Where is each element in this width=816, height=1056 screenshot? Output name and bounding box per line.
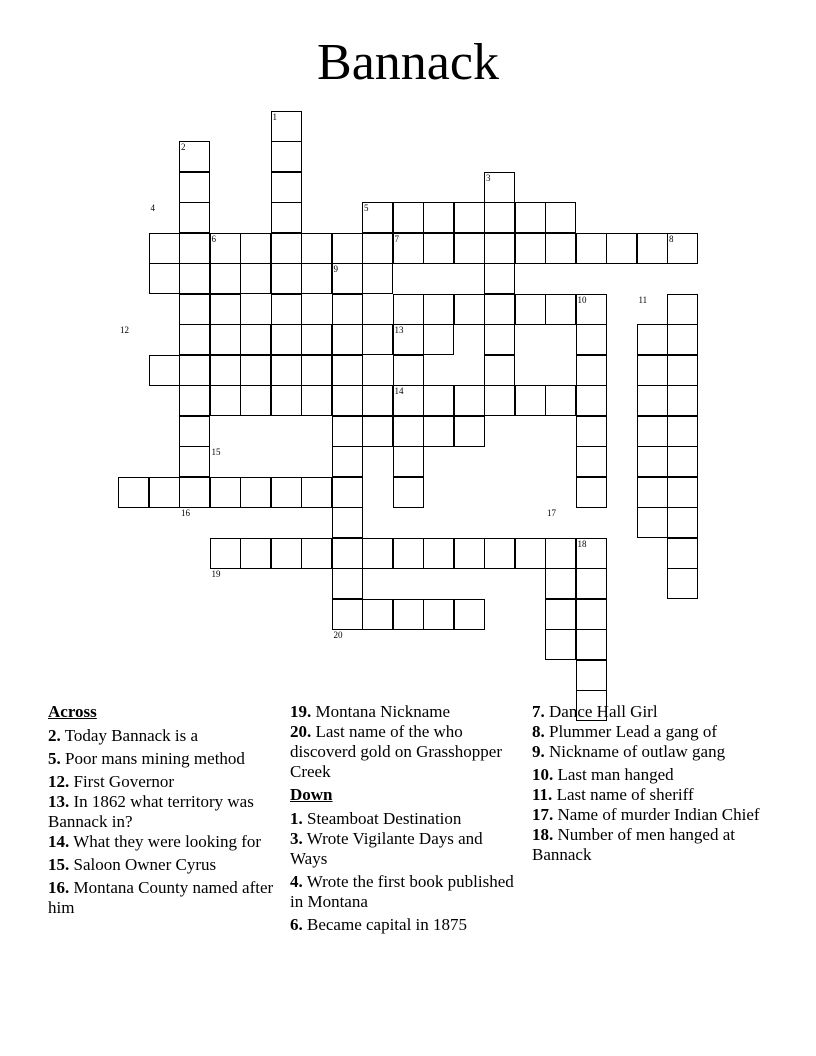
grid-cell[interactable] — [179, 324, 210, 355]
clue-down-18: 18. Number of men hanged at Bannack — [532, 825, 735, 864]
grid-cell[interactable] — [179, 477, 210, 508]
grid-cell[interactable] — [301, 233, 332, 264]
grid-cell[interactable] — [576, 446, 607, 477]
clue-number-label: 17 — [547, 508, 556, 518]
grid-cell[interactable] — [271, 538, 302, 569]
grid-cell[interactable] — [271, 385, 302, 416]
grid-cell[interactable] — [576, 355, 607, 386]
grid-cell[interactable] — [454, 538, 485, 569]
grid-cell[interactable] — [332, 599, 363, 630]
grid-cell[interactable] — [240, 233, 271, 264]
grid-cell[interactable] — [271, 141, 302, 172]
clue-across-15: 15. Saloon Owner Cyrus — [48, 855, 217, 874]
grid-cell[interactable] — [667, 538, 698, 569]
grid-cell[interactable] — [576, 385, 607, 416]
grid-cell[interactable] — [637, 355, 668, 386]
grid-cell[interactable] — [179, 233, 210, 264]
grid-cell[interactable] — [240, 263, 271, 294]
grid-cell[interactable] — [484, 355, 515, 386]
clue-down-7: 7. Dance Hall Girl — [532, 702, 658, 721]
grid-cell[interactable] — [484, 202, 515, 233]
clue-number-label: 9 — [333, 264, 338, 274]
grid-cell[interactable] — [332, 294, 363, 325]
grid-cell[interactable] — [393, 599, 424, 630]
grid-cell[interactable] — [271, 233, 302, 264]
grid-cell[interactable] — [362, 233, 393, 264]
clue-down-3: 3. Wrote Vigilante Days and Ways — [290, 829, 483, 868]
grid-cell[interactable] — [545, 385, 576, 416]
grid-cell[interactable] — [240, 355, 271, 386]
clue-down-6: 6. Became capital in 1875 — [290, 915, 468, 934]
grid-cell[interactable] — [332, 507, 363, 538]
grid-cell[interactable] — [667, 507, 698, 538]
grid-cell[interactable] — [576, 233, 607, 264]
clue-number-label: 8 — [669, 233, 674, 244]
clue-number-label: 18 — [577, 538, 587, 549]
clue-across-13: 13. In 1862 what territory was Bannack in? — [48, 792, 254, 831]
grid-cell[interactable] — [362, 599, 393, 630]
clue-number-label: 12 — [120, 325, 129, 335]
grid-cell[interactable] — [454, 202, 485, 233]
clue-number-label: 10 — [577, 294, 587, 305]
grid-cell[interactable] — [393, 416, 424, 447]
grid-cell[interactable] — [332, 233, 363, 264]
grid-cell[interactable] — [271, 202, 302, 233]
grid-cell[interactable] — [210, 355, 241, 386]
grid-cell[interactable] — [545, 568, 576, 599]
clue-number-label: 15 — [211, 447, 221, 457]
clue-number-label: 1 — [272, 111, 277, 122]
grid-cell[interactable] — [637, 477, 668, 508]
grid-cell[interactable] — [484, 233, 515, 264]
grid-cell[interactable] — [667, 416, 698, 447]
clue-down-10: 10. Last man hanged — [532, 765, 674, 784]
grid-cell[interactable] — [271, 294, 302, 325]
grid-cell[interactable] — [271, 324, 302, 355]
grid-cell[interactable] — [149, 263, 180, 294]
grid-cell[interactable] — [179, 446, 210, 477]
grid-cell[interactable] — [301, 355, 332, 386]
grid-cell[interactable] — [179, 294, 210, 325]
clue-number-label: 19 — [211, 569, 221, 579]
grid-cell[interactable] — [576, 690, 607, 721]
down-heading: Down — [290, 785, 333, 804]
grid-cell[interactable] — [545, 233, 576, 264]
clue-number-label: 2 — [181, 142, 186, 152]
grid-cell[interactable] — [301, 263, 332, 294]
grid-cell[interactable] — [576, 660, 607, 691]
clue-across-14: 14. What they were looking for — [48, 832, 262, 851]
grid-cell[interactable] — [606, 233, 637, 264]
grid-cell[interactable] — [301, 477, 332, 508]
clue-number-label: 5 — [364, 203, 369, 213]
grid-cell[interactable] — [240, 538, 271, 569]
grid-cell[interactable] — [515, 538, 546, 569]
clue-down-1: 1. Steamboat Destination — [290, 809, 462, 828]
grid-cell[interactable] — [240, 477, 271, 508]
grid-cell[interactable] — [484, 263, 515, 294]
grid-cell[interactable] — [484, 324, 515, 355]
grid-cell[interactable] — [576, 599, 607, 630]
grid-cell[interactable] — [179, 355, 210, 386]
grid-cell[interactable] — [332, 355, 363, 386]
clue-across-12: 12. First Governor — [48, 772, 175, 791]
grid-cell[interactable] — [637, 324, 668, 355]
grid-cell[interactable] — [393, 538, 424, 569]
grid-cell[interactable] — [301, 385, 332, 416]
grid-cell[interactable] — [149, 355, 180, 386]
clue-number-label: 16 — [181, 508, 190, 518]
grid-cell[interactable] — [332, 385, 363, 416]
grid-cell[interactable] — [423, 202, 454, 233]
clue-number-label: 7 — [394, 233, 399, 244]
grid-cell[interactable] — [637, 507, 668, 538]
grid-cell[interactable] — [515, 385, 546, 416]
grid-cell[interactable] — [362, 385, 393, 416]
grid-cell[interactable] — [210, 477, 241, 508]
grid-cell[interactable] — [301, 538, 332, 569]
grid-cell[interactable] — [576, 416, 607, 447]
clue-number-label: 4 — [150, 203, 155, 213]
grid-cell[interactable] — [362, 416, 393, 447]
grid-cell[interactable] — [362, 538, 393, 569]
grid-cell[interactable] — [393, 355, 424, 386]
grid-cell[interactable] — [362, 324, 393, 355]
grid-cell[interactable] — [454, 385, 485, 416]
grid-cell[interactable] — [393, 477, 424, 508]
grid-cell[interactable] — [484, 385, 515, 416]
grid-cell[interactable] — [179, 172, 210, 203]
grid-cell[interactable] — [545, 599, 576, 630]
clue-down-11: 11. Last name of sheriff — [532, 785, 694, 804]
grid-cell[interactable] — [637, 233, 668, 264]
grid-cell[interactable] — [423, 416, 454, 447]
clue-number-label: 13 — [394, 325, 404, 335]
grid-cell[interactable] — [454, 416, 485, 447]
grid-cell[interactable] — [210, 263, 241, 294]
clue-down-8: 8. Plummer Lead a gang of — [532, 722, 718, 741]
grid-cell[interactable] — [576, 324, 607, 355]
grid-cell[interactable] — [332, 568, 363, 599]
grid-cell[interactable] — [179, 385, 210, 416]
grid-cell[interactable] — [545, 538, 576, 569]
grid-cell[interactable] — [210, 385, 241, 416]
grid-cell[interactable] — [332, 446, 363, 477]
grid-cell[interactable] — [667, 568, 698, 599]
grid-cell[interactable] — [484, 294, 515, 325]
clue-column-3 — [532, 702, 762, 868]
page-title: Bannack — [317, 34, 499, 91]
grid-cell[interactable] — [271, 477, 302, 508]
grid-cell[interactable] — [271, 172, 302, 203]
grid-cell[interactable] — [301, 324, 332, 355]
grid-cell[interactable] — [515, 233, 546, 264]
clue-column-2 — [290, 702, 520, 938]
grid-cell[interactable] — [210, 324, 241, 355]
grid-cell[interactable] — [271, 263, 302, 294]
grid-cell[interactable] — [393, 294, 424, 325]
grid-cell[interactable] — [179, 263, 210, 294]
grid-cell[interactable] — [454, 599, 485, 630]
grid-cell[interactable] — [332, 324, 363, 355]
clue-across-2: 2. Today Bannack is a — [48, 726, 199, 745]
clue-across-5: 5. Poor mans mining method — [48, 749, 245, 768]
grid-cell[interactable] — [484, 538, 515, 569]
grid-cell[interactable] — [332, 538, 363, 569]
clue-across-16: 16. Montana County named after him — [48, 878, 274, 917]
across-heading: Across — [48, 702, 97, 721]
grid-cell[interactable] — [454, 233, 485, 264]
grid-cell[interactable] — [667, 294, 698, 325]
grid-cell[interactable] — [545, 202, 576, 233]
grid-cell[interactable] — [637, 416, 668, 447]
grid-cell[interactable] — [667, 477, 698, 508]
grid-cell[interactable] — [210, 294, 241, 325]
grid-cell[interactable] — [637, 385, 668, 416]
clue-number-label: 6 — [211, 233, 216, 244]
grid-cell[interactable] — [545, 294, 576, 325]
grid-cell[interactable] — [362, 263, 393, 294]
clue-column-1 — [48, 702, 278, 921]
grid-cell[interactable] — [576, 629, 607, 660]
grid-cell[interactable] — [423, 599, 454, 630]
grid-cell[interactable] — [637, 446, 668, 477]
grid-cell[interactable] — [210, 538, 241, 569]
grid-cell[interactable] — [332, 477, 363, 508]
grid-cell[interactable] — [667, 385, 698, 416]
grid-cell[interactable] — [332, 416, 363, 447]
grid-cell[interactable] — [118, 477, 149, 508]
grid-cell[interactable] — [240, 385, 271, 416]
clue-down-4: 4. Wrote the first book published in Montana — [290, 872, 514, 911]
clue-down-9: 9. Nickname of outlaw gang — [532, 742, 726, 761]
clue-number-label: 3 — [486, 172, 491, 183]
clue-number-label: 14 — [394, 386, 404, 396]
grid-cell[interactable] — [423, 294, 454, 325]
grid-cell[interactable] — [545, 629, 576, 660]
grid-cell[interactable] — [423, 233, 454, 264]
grid-cell[interactable] — [515, 294, 546, 325]
grid-cell[interactable] — [667, 355, 698, 386]
clue-number-label: 20 — [333, 630, 343, 640]
grid-cell[interactable] — [149, 477, 180, 508]
grid-cell[interactable] — [179, 202, 210, 233]
grid-cell[interactable] — [423, 324, 454, 355]
grid-cell[interactable] — [576, 568, 607, 599]
clue-across-20: 20. Last name of the who discoverd gold on Grasshopper Creek — [290, 722, 502, 781]
grid-cell[interactable] — [423, 538, 454, 569]
clue-number-label: 11 — [638, 294, 648, 305]
grid-cell[interactable] — [393, 446, 424, 477]
grid-cell[interactable] — [149, 233, 180, 264]
grid-cell[interactable] — [667, 324, 698, 355]
clue-down-17: 17. Name of murder Indian Chief — [532, 805, 760, 824]
grid-cell[interactable] — [515, 202, 546, 233]
grid-cell[interactable] — [423, 385, 454, 416]
grid-cell[interactable] — [240, 324, 271, 355]
grid-cell[interactable] — [667, 446, 698, 477]
clue-across-19: 19. Montana Nickname — [290, 702, 451, 721]
grid-cell[interactable] — [271, 355, 302, 386]
grid-cell[interactable] — [393, 202, 424, 233]
grid-cell[interactable] — [179, 416, 210, 447]
grid-cell[interactable] — [576, 477, 607, 508]
grid-cell[interactable] — [454, 294, 485, 325]
